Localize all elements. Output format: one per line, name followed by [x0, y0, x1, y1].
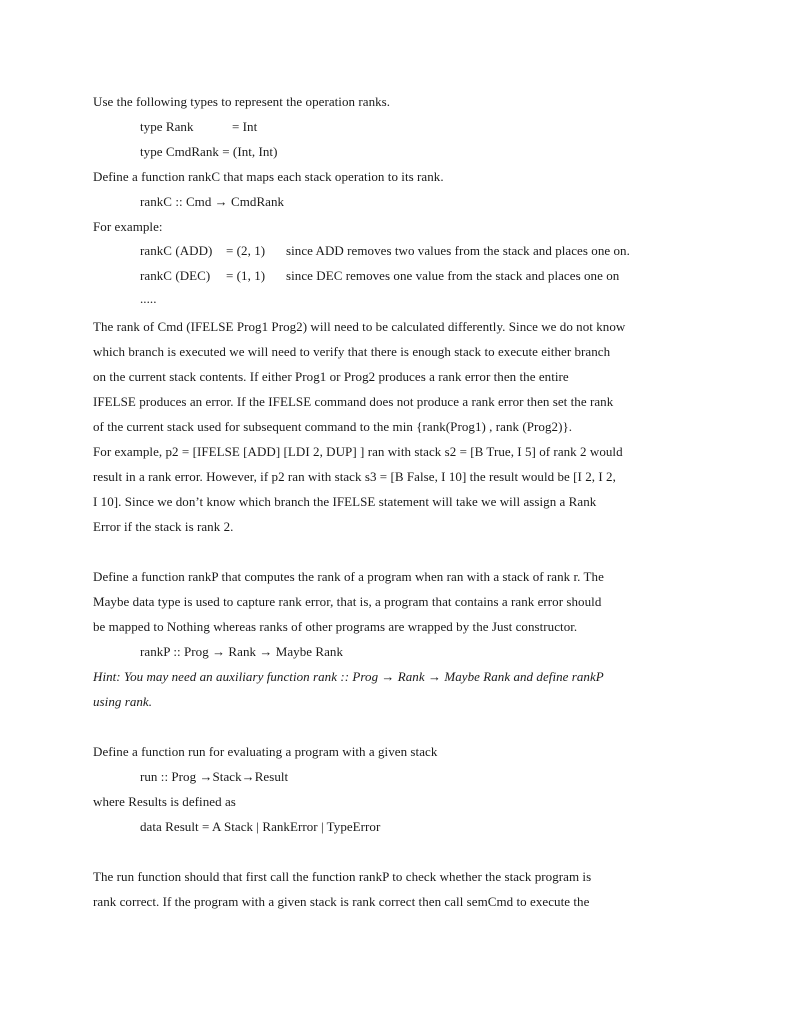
define-run-line: Define a function run for evaluating a program with a given stack: [93, 744, 438, 759]
for-example-label: For example:: [93, 219, 163, 234]
ifelse-para-line: The rank of Cmd (IFELSE Prog1 Prog2) will need to be calculated differently. Since we do not know: [93, 319, 626, 334]
run-para-line: The run function should that first call the function rankP to check whether the stack program is: [93, 869, 592, 884]
example-dec-call: rankC (DEC): [140, 268, 211, 283]
example-add-value: = (2, 1): [226, 243, 266, 258]
ellipsis: .....: [140, 291, 157, 306]
rankc-signature: rankC :: Cmd → CmdRank: [140, 194, 285, 209]
rankp-signature: rankP :: Prog → Rank → Maybe Rank: [140, 644, 344, 659]
define-rankc-line: Define a function rankC that maps each stack operation to its rank.: [93, 169, 444, 184]
example-add-note: since ADD removes two values from the stack and places one on.: [286, 243, 630, 258]
example-add-call: rankC (ADD): [140, 243, 213, 258]
type-cmdrank-line: type CmdRank = (Int, Int): [140, 144, 278, 159]
example-dec-note: since DEC removes one value from the stack and places one on: [286, 268, 620, 283]
rankp-para-line: Maybe data type is used to capture rank error, that is, a program that contains a rank error should: [93, 594, 602, 609]
hint-line: using rank.: [93, 694, 153, 709]
data-result-line: data Result = A Stack | RankError | TypeError: [140, 819, 381, 834]
ifelse-para-line: of the current stack used for subsequent command to the min {rank(Prog1) , rank (Prog2)}.: [93, 419, 573, 434]
ifelse-para-line: result in a rank error. However, if p2 ran with stack s3 = [B False, I 10] the result would be [I 2, I 2,: [93, 469, 616, 484]
ifelse-para-line: on the current stack contents. If either Prog1 or Prog2 produces a rank error then the entire: [93, 369, 569, 384]
type-rank-line: [140, 119, 258, 135]
example-add-line: [140, 243, 700, 259]
ifelse-para-line: IFELSE produces an error. If the IFELSE command does not produce a rank error then set the rank: [93, 394, 614, 409]
type-rank-keyword: type Rank: [140, 119, 194, 134]
results-defined-line: where Results is defined as: [93, 794, 236, 809]
example-dec-line: [140, 268, 700, 284]
ifelse-para-line: I 10]. Since we don’t know which branch the IFELSE statement will take we will assign a Rank: [93, 494, 597, 509]
ifelse-para-line: Error if the stack is rank 2.: [93, 519, 234, 534]
example-dec-value: = (1, 1): [226, 268, 266, 283]
rankp-para-line: be mapped to Nothing whereas ranks of other programs are wrapped by the Just constructor.: [93, 619, 578, 634]
ifelse-para-line: For example, p2 = [IFELSE [ADD] [LDI 2, DUP] ] ran with stack s2 = [B True, I 5] of rank 2 would: [93, 444, 623, 459]
run-para-line: rank correct. If the program with a given stack is rank correct then call semCmd to execute the: [93, 894, 590, 909]
hint-line: Hint: You may need an auxiliary function rank :: Prog → Rank → Maybe Rank and define rankP: [93, 669, 604, 684]
run-signature: run :: Prog →Stack→Result: [140, 769, 289, 784]
ifelse-para-line: which branch is executed we will need to verify that there is enough stack to execute either branch: [93, 344, 611, 359]
rankp-para-line: Define a function rankP that computes the rank of a program when ran with a stack of rank r. The: [93, 569, 604, 584]
intro-line: Use the following types to represent the operation ranks.: [93, 94, 391, 109]
type-rank-value: = Int: [232, 119, 258, 134]
